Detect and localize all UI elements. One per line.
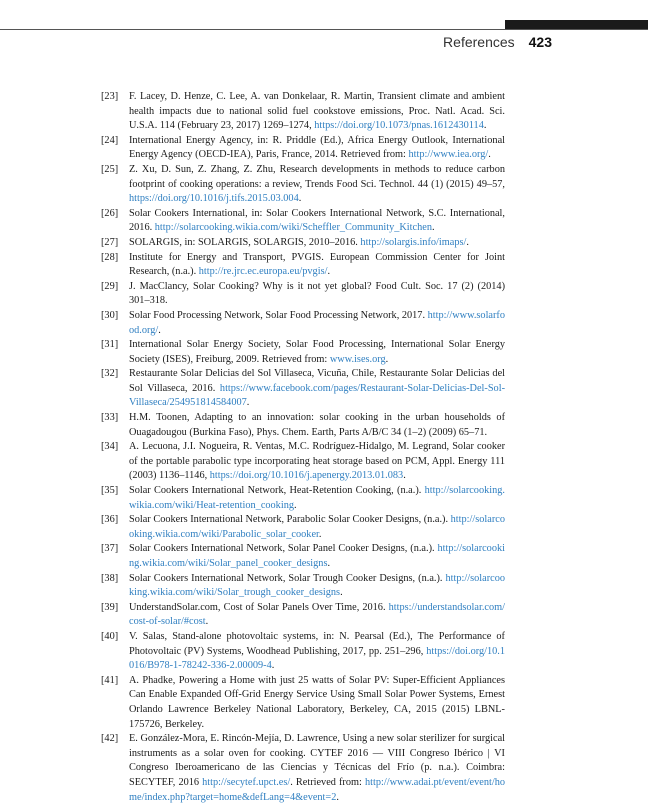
- reference-number: [27]: [101, 236, 119, 248]
- reference-number: [35]: [101, 485, 119, 497]
- reference-punct: .: [340, 587, 343, 599]
- reference-item: [101, 572, 505, 601]
- reference-text: [129, 572, 505, 601]
- reference-punct: .: [385, 353, 389, 365]
- reference-punct: .: [466, 236, 469, 248]
- reference-body: V. Salas, Stand-alone photovoltaic systems, in: N. Pearsal (Ed.), The Performance of Photovoltaic (PV) Systems, Woodhead Publishing, 2017, pp. 251–296,: [129, 630, 505, 657]
- reference-item: [101, 207, 505, 236]
- reference-body: SOLARGIS, in: SOLARGIS, SOLARGIS, 2010–2016.: [129, 236, 361, 248]
- reference-number: [28]: [101, 251, 119, 263]
- reference-text: [129, 411, 505, 440]
- reference-item: [101, 674, 505, 732]
- reference-body: H.M. Toonen, Adapting to an innovation: solar cooking in the urban households of Ouagadougou (Burkina Faso), Phys. Chem. Earth, Parts A/B/C 34 (1–2) (2009) 65–71.: [129, 412, 505, 438]
- reference-link[interactable]: http://solarcooking.wikia.com/wiki/Heat-retention_cooking: [129, 485, 505, 511]
- reference-item: [101, 367, 505, 411]
- reference-text: [129, 309, 505, 338]
- reference-link[interactable]: http://solarcooking.wikia.com/wiki/Scheffler_Community_Kitchen: [154, 222, 432, 234]
- page-number: 423: [528, 34, 552, 50]
- reference-link[interactable]: http://www.solarfood.org/: [129, 309, 506, 336]
- reference-number: [36]: [101, 514, 119, 526]
- reference-link[interactable]: https://doi.org/10.1016/j.tifs.2015.03.004: [129, 193, 299, 205]
- reference-punct: .: [483, 120, 487, 132]
- reference-body: Solar Cookers International Network, Solar Trough Cooker Designs, (n.a.).: [129, 572, 446, 584]
- reference-body: A. Lecuona, J.I. Nogueira, R. Ventas, M.C. Rodríguez-Hidalgo, M. Legrand, Solar cooker of the portable parabolic type incorporating heat storage based on PCM, Appl. Energy 111 (2003) 1136–1146,: [129, 441, 505, 482]
- reference-body: International Solar Energy Society, Solar Food Processing, International Solar Energy Society (ISES), Freiburg, 2009. Retrieved from:: [129, 339, 505, 365]
- reference-punct: .: [246, 397, 250, 409]
- reference-link[interactable]: http://solargis.info/imaps/: [360, 236, 467, 248]
- reference-number: [39]: [101, 601, 119, 613]
- reference-number: [37]: [101, 543, 119, 555]
- reference-number: [23]: [101, 91, 119, 102]
- reference-text: [129, 251, 505, 280]
- reference-body: Institute for Energy and Transport, PVGIS. European Commission Center for Joint Research, (n.a.).: [129, 251, 505, 278]
- reference-number: [34]: [101, 441, 119, 453]
- reference-link[interactable]: www.ises.org: [329, 353, 386, 365]
- reference-link[interactable]: http://www.adai.pt/event/event/home/index.php?target=home&defLang=4&event=2: [129, 776, 506, 803]
- reference-item: [101, 440, 505, 484]
- reference-text: [129, 134, 505, 163]
- reference-link[interactable]: http://www.iea.org/: [408, 149, 489, 161]
- reference-punct: .: [158, 324, 161, 336]
- reference-link[interactable]: http://solarcooking.wikia.com/wiki/Parabolic_solar_cooker: [129, 514, 505, 540]
- reference-text: [129, 236, 505, 251]
- reference-text: [129, 207, 505, 236]
- section-title: References: [443, 34, 515, 50]
- reference-number: [33]: [101, 412, 119, 424]
- reference-text: [129, 732, 505, 805]
- reference-number: [30]: [101, 309, 119, 321]
- reference-text: [129, 484, 505, 513]
- reference-item: [101, 90, 505, 134]
- reference-item: [101, 732, 505, 805]
- reference-punct: .: [327, 558, 331, 569]
- reference-item: [101, 601, 505, 630]
- reference-text: [129, 367, 505, 411]
- reference-link[interactable]: http://solarcooking.wikia.com/wiki/Solar_trough_cooker_designs: [129, 572, 505, 599]
- reference-body: E. González-Mora, E. Rincón-Mejía, D. Lawrence, Using a new solar sterilizer for surgical instruments as a solar oven for cooking. CYTEF 2016 — VIII Congreso Ibérico | VI Congreso Iberoamericano de las Ciencias y Técnicas del Frío (p. n.a.). Coimbra: SECYTEF, 2016: [129, 733, 505, 788]
- reference-punct: . Retrieved from:: [290, 776, 365, 788]
- reference-number: [32]: [101, 368, 119, 380]
- reference-body: Z. Xu, D. Sun, Z. Zhang, Z. Zhu, Research developments in methods to reduce carbon footprint of cooking operations: a review, Trends Food Sci. Technol. 44 (1) (2015) 49–57,: [129, 163, 505, 190]
- reference-link[interactable]: http://secytef.upct.es/: [202, 776, 291, 788]
- reference-number: [42]: [101, 733, 119, 745]
- reference-number: [41]: [101, 674, 119, 686]
- reference-link[interactable]: https://www.facebook.com/pages/Restaurant-Solar-Delicias-Del-Sol-Villaseca/254951814584007: [129, 382, 505, 409]
- reference-number: [24]: [101, 134, 119, 146]
- reference-item: [101, 542, 505, 571]
- reference-body: Solar Cookers International, in: Solar Cookers International Network, S.C. International, 2016.: [129, 207, 505, 234]
- reference-body: Solar Food Processing Network, Solar Food Processing Network, 2017.: [129, 309, 428, 321]
- reference-number: [25]: [101, 163, 119, 175]
- reference-punct: .: [298, 193, 302, 205]
- reference-text: [129, 674, 505, 732]
- reference-item: [101, 309, 505, 338]
- reference-body: International Energy Agency, in: R. Priddle (Ed.), Africa Energy Outlook, International Energy Agency (OECD-IEA), Paris, France, 2014. Retrieved from:: [129, 134, 505, 161]
- reference-list: [101, 90, 505, 805]
- reference-link[interactable]: https://doi.org/10.1016/B978-1-78242-336-2.00009-4: [129, 645, 505, 672]
- reference-link[interactable]: https://doi.org/10.1016/j.apenergy.2013.01.083: [209, 470, 404, 482]
- reference-body: J. MacClancy, Solar Cooking? Why is it not yet global? Food Cult. Soc. 17 (2) (2014) 301–318.: [129, 280, 505, 307]
- reference-punct: .: [327, 266, 331, 278]
- reference-text: [129, 338, 505, 367]
- reference-link[interactable]: https://understandsolar.com/cost-of-solar/#cost: [129, 601, 505, 628]
- reference-text: [129, 513, 505, 542]
- header-rule: [0, 29, 648, 30]
- reference-item: [101, 251, 505, 280]
- reference-item: [101, 513, 505, 542]
- reference-link[interactable]: http://re.jrc.ec.europa.eu/pvgis/: [198, 266, 328, 278]
- reference-link[interactable]: https://doi.org/10.1073/pnas.1612430114: [314, 120, 484, 132]
- reference-body: UnderstandSolar.com, Cost of Solar Panels Over Time, 2016.: [129, 601, 389, 613]
- reference-item: [101, 134, 505, 163]
- reference-item: [101, 338, 505, 367]
- reference-punct: .: [271, 660, 275, 672]
- reference-body: Solar Cookers International Network, Parabolic Solar Cooker Designs, (n.a.).: [129, 514, 451, 526]
- reference-punct: .: [403, 470, 406, 482]
- reference-body: Solar Cookers International Network, Heat-Retention Cooking, (n.a.).: [129, 485, 425, 497]
- reference-text: [129, 542, 505, 571]
- reference-punct: .: [205, 616, 209, 628]
- reference-text: [129, 630, 505, 674]
- reference-number: [31]: [101, 339, 119, 351]
- reference-text: [129, 90, 505, 134]
- reference-body: F. Lacey, D. Henze, C. Lee, A. van Donkelaar, R. Martin, Transient climate and ambient health impacts due to national solid fuel cookstove emissions, Proc. Natl. Acad. Sci. U.S.A. 114 (February 23, 2017) 1269–1274,: [129, 91, 505, 132]
- reference-body: Restaurante Solar Delicias del Sol Villaseca, Vicuña, Chile, Restaurante Solar Delicias del Sol Villaseca, 2016.: [129, 368, 505, 394]
- reference-item: [101, 484, 505, 513]
- reference-text: [129, 440, 505, 484]
- reference-body: Solar Cookers International Network, Solar Panel Cooker Designs, (n.a.).: [129, 543, 438, 555]
- reference-punct: .: [318, 528, 322, 540]
- reference-link[interactable]: http://solarcooking.wikia.com/wiki/Solar_panel_cooker_designs: [129, 543, 505, 569]
- reference-punct: .: [336, 791, 339, 803]
- reference-text: [129, 163, 505, 207]
- reference-number: [26]: [101, 207, 119, 219]
- reference-item: [101, 630, 505, 674]
- header-bar-accent: [505, 20, 648, 29]
- running-header: [443, 34, 552, 50]
- reference-text: [129, 280, 505, 309]
- reference-item: [101, 236, 505, 251]
- reference-item: [101, 411, 505, 440]
- reference-punct: .: [488, 149, 491, 161]
- reference-number: [38]: [101, 572, 119, 584]
- reference-text: [129, 601, 505, 630]
- reference-number: [29]: [101, 280, 119, 292]
- reference-punct: .: [431, 222, 435, 234]
- reference-punct: .: [294, 499, 297, 511]
- reference-item: [101, 163, 505, 207]
- reference-item: [101, 280, 505, 309]
- reference-number: [40]: [101, 630, 119, 642]
- reference-body: A. Phadke, Powering a Home with just 25 watts of Solar PV: Super-Efficient Appliances Can Enable Expanded Off-Grid Energy Service Using Small Solar Power Systems, Ernest Orlando Lawrence Berkeley National Laboratory, Berkeley, CA, 2015 (2015) LBNL-175726, Berkeley.: [129, 674, 505, 730]
